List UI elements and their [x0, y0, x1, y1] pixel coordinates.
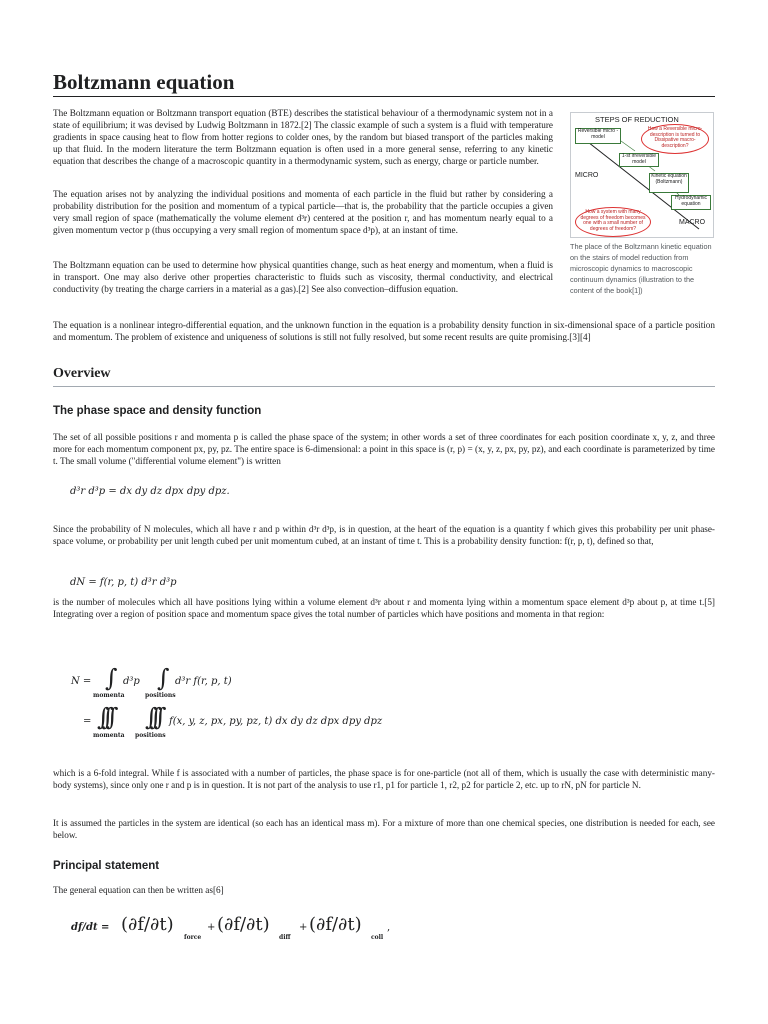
triple-integral-momenta: ∫∫∫: [97, 703, 111, 731]
triple-integral-positions: ∫∫∫: [145, 703, 159, 731]
bubble-bottom: How a system with many degrees of freedom becomes one with a small number of degrees of freedom?: [575, 207, 651, 237]
overview-heading: Overview: [53, 366, 111, 381]
phase-space-paragraph-5: It is assumed the particles in the system are identical (so each has an identical mass m). For a mixture of more than one chemical species, one distribution is needed for each, see below.: [53, 818, 715, 840]
intro-paragraph-4: The equation is a nonlinear integro-differential equation, and the unknown function in the equation is a probability density function in six-dimensional space of a particle position and momentum. The problem of existence and uniqueness of solutions is still not fully resolved, but some recent results are quite promising.[3][4]: [53, 320, 715, 342]
integral-sign-momenta: ∫: [105, 664, 118, 692]
phase-space-heading: The phase space and density function: [53, 405, 262, 417]
bubble-top: How a Reversible micro-description is turned to Dissipative macro-description?: [641, 124, 709, 154]
intro-paragraph-1: The Boltzmann equation or Boltzmann transport equation (BTE) describes the statistical behaviour of a thermodynamic system not in a state of equilibrium; it was devised by Ludwig Boltzmann in 1872.[2] The classic example of such a system is a fluid with temperature gradients in space causing heat to flow from hotter regions to colder ones, by the random but biased transport of the particles making up that fluid. In the modern literature the term Boltzmann equation is often used in a more general sense, referring to any kinetic equation that describes the change of a macroscopic quantity in a thermodynamic system, such as energy, charge or particle number.: [53, 108, 553, 166]
intro-paragraph-2: The equation arises not by analyzing the individual positions and momenta of each particle in the fluid but rather by considering a probability distribution for the position and momentum of a typical particle—that is, the probability that the particle occupies a given very small region of space (mathematically the volume element d³r) centered at the position r, and has momentum nearly equal to a given momentum vector p (thus occupying a very small region of momentum space d³p), at an instant of time.: [53, 189, 553, 235]
phase-space-paragraph-1: The set of all possible positions r and momenta p is called the phase space of the system; in other words a set of three coordinates for each position coordinate x, y, z, and three more for each momentum component px, py, pz. The entire space is 6-dimensional: a point in this space is (r, p) = (x, y, z, px, py, pz), and each coordinate is parameterized by time t. The small volume ("differential volume element") is written: [53, 432, 715, 466]
label-micro: MICRO: [575, 172, 599, 179]
figure-caption: The place of the Boltzmann kinetic equation on the stairs of model reduction from microscopic dynamics to macroscopic continuum dynamics (illustration to the content of the book[1]): [570, 242, 712, 296]
phase-space-paragraph-3: is the number of molecules which all have positions lying within a volume element d³r about r and momenta lying within a momentum space element d³p about p, at time t.[5] Integrating over a region of position space and momentum space gives the total number of particles which have positions and momenta in that region:: [53, 597, 715, 619]
integral-sign-positions: ∫: [157, 664, 170, 692]
page-title: Boltzmann equation: [53, 70, 235, 94]
figure-image[interactable]: [570, 112, 714, 238]
phase-space-paragraph-4: which is a 6-fold integral. While f is associated with a number of particles, the phase space is for one-particle (not all of them, which is usually the case with deterministic many-body systems), since only one r and p is in question. It is not part of the analysis to use r1, p1 for particle 1, r2, p2 for particle 2, etc. up to rN, pN for particle N.: [53, 768, 715, 790]
principal-statement-heading: Principal statement: [53, 860, 160, 872]
box-irreversible: 1-st irreversible model: [619, 153, 659, 167]
box-micro-model: Reversible micro - model: [575, 128, 621, 144]
title-rule: [53, 96, 715, 97]
box-kinetic: Kinetic equation (Boltzmann): [649, 173, 689, 193]
equation-volume-element: d³r d³p = dx dy dz dpx dpy dpz.: [70, 486, 230, 497]
overview-rule: [53, 386, 715, 387]
reduction-figure[interactable]: [570, 112, 716, 296]
intro-paragraph-3: The Boltzmann equation can be used to determine how physical quantities change, such as heat energy and momentum, when a fluid is in transport. One may also derive other properties characteristic to fluids such as viscosity, thermal conductivity, and electrical conductivity (by treating the charge carriers in a material as a gas).[2] See also convection–diffusion equation.: [53, 260, 553, 294]
label-macro: MACRO: [679, 219, 706, 226]
phase-space-paragraph-2: Since the probability of N molecules, which all have r and p within d³r d³p, is in question, at the heart of the equation is a quantity f which gives this probability per unit phase-space volume, or probability per unit length cubed per unit momentum cubed, at an instant of time t. This is a probability density function: f(r, p, t), defined so that,: [53, 524, 715, 546]
principal-statement-paragraph: The general equation can then be written as[6]: [53, 885, 224, 895]
figure-title: STEPS OF REDUCTION: [595, 115, 679, 124]
box-hydro: Hydrodynamic equation: [671, 195, 711, 210]
equation-dN: dN = f(r, p, t) d³r d³p: [70, 577, 177, 588]
